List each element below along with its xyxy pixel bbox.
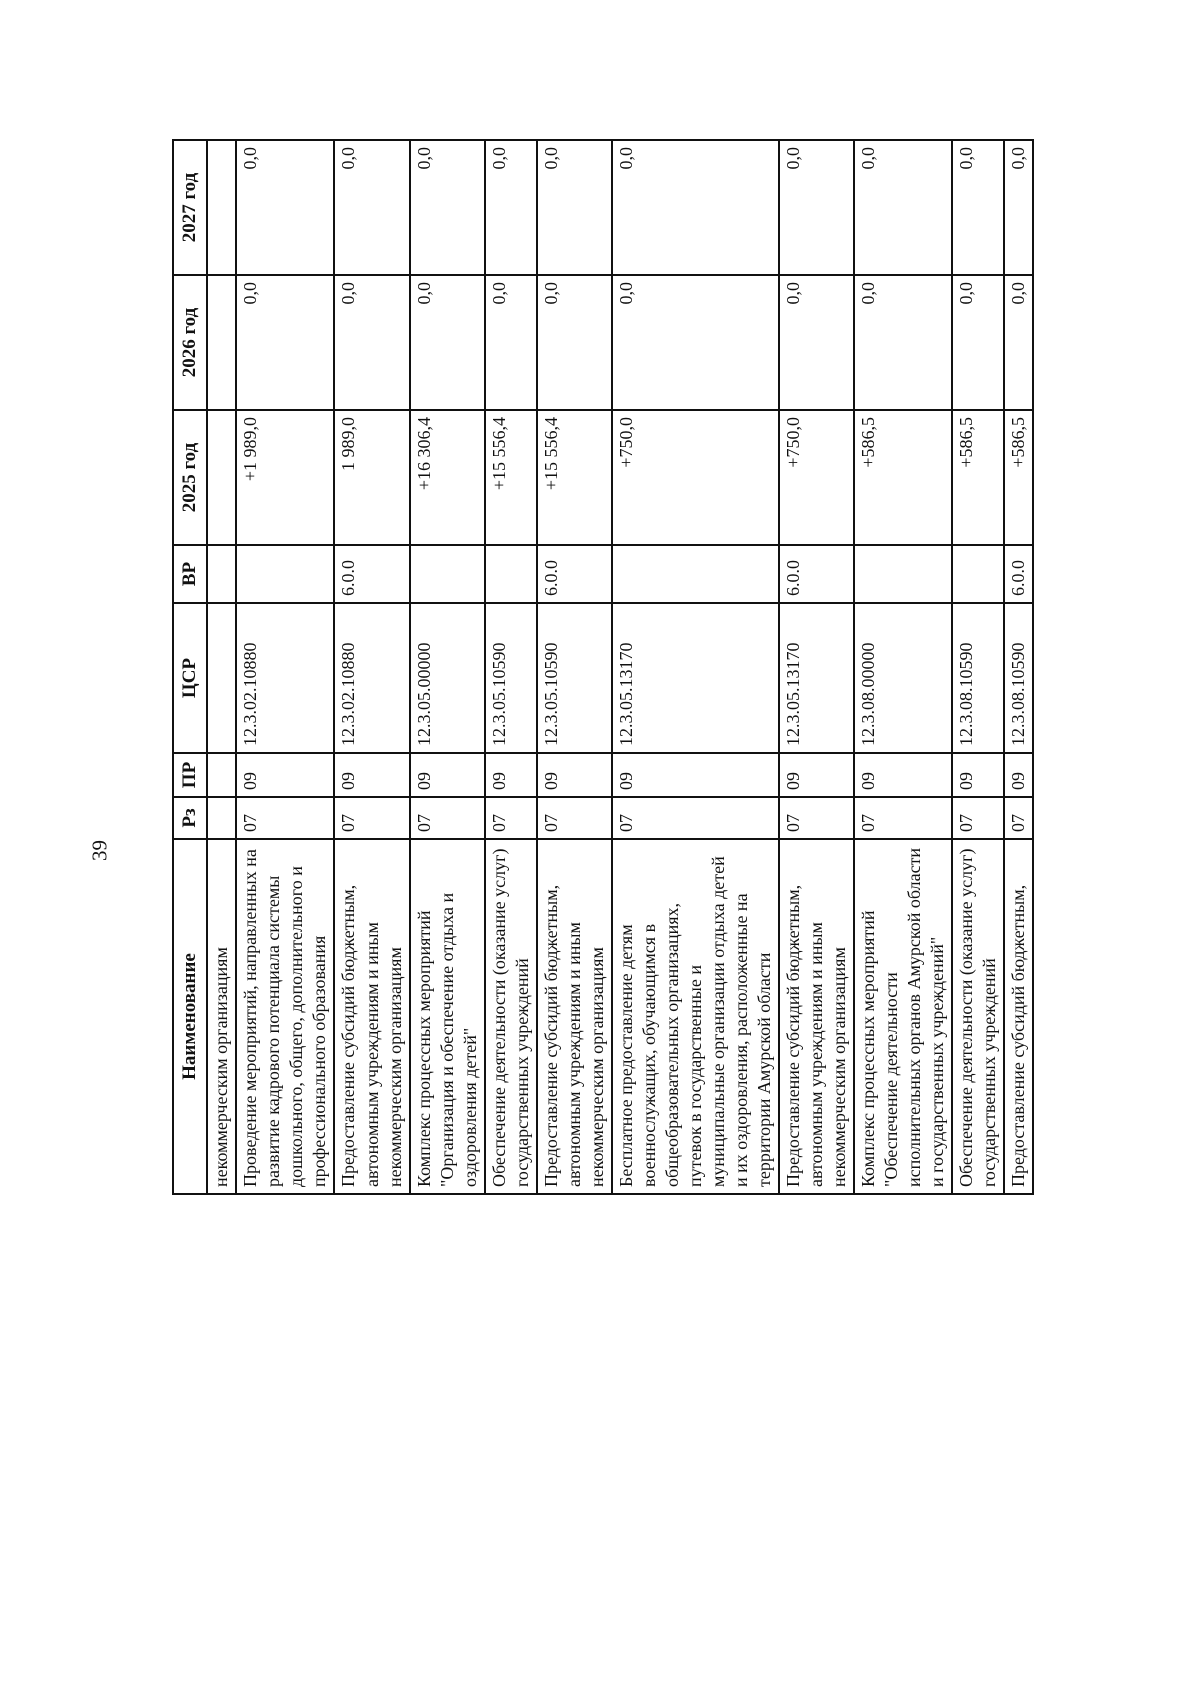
cell-name: некоммерческим организациям bbox=[207, 839, 236, 1194]
cell-2025: +1 989,0 bbox=[236, 410, 334, 545]
cell-name: Проведение мероприятий, направленных на развитие кадрового потенциала системы дошкольного, общего, дополнительного и профессионального образования bbox=[236, 839, 334, 1194]
cell-csr: 12.3.05.00000 bbox=[410, 603, 485, 753]
rotated-table-container bbox=[172, 140, 1102, 1195]
cell-2025: +586,5 bbox=[952, 410, 1004, 545]
header-pr: ПР bbox=[173, 753, 207, 797]
header-rz: Рз bbox=[173, 797, 207, 839]
cell-pr: 09 bbox=[236, 753, 334, 797]
cell-rz: 07 bbox=[334, 797, 409, 839]
cell-pr: 09 bbox=[612, 753, 779, 797]
cell-pr: 09 bbox=[779, 753, 854, 797]
cell-name: Предоставление субсидий бюджетным, автономным учреждениям и иным некоммерческим организациям bbox=[334, 839, 409, 1194]
cell-2026: 0,0 bbox=[854, 275, 952, 410]
table-row bbox=[410, 140, 485, 1194]
cell-2025: +15 556,4 bbox=[537, 410, 612, 545]
cell-rz bbox=[207, 797, 236, 839]
table-row bbox=[952, 140, 1004, 1194]
cell-2026: 0,0 bbox=[1004, 275, 1033, 410]
cell-rz: 07 bbox=[485, 797, 537, 839]
cell-vr bbox=[410, 545, 485, 603]
cell-name: Предоставление субсидий бюджетным, автономным учреждениям и иным некоммерческим организациям bbox=[537, 839, 612, 1194]
cell-rz: 07 bbox=[236, 797, 334, 839]
cell-pr: 09 bbox=[854, 753, 952, 797]
cell-rz: 07 bbox=[1004, 797, 1033, 839]
cell-2025: +750,0 bbox=[779, 410, 854, 545]
cell-2027: 0,0 bbox=[410, 140, 485, 275]
cell-2026: 0,0 bbox=[410, 275, 485, 410]
cell-csr: 12.3.05.10590 bbox=[485, 603, 537, 753]
header-2026: 2026 год bbox=[173, 275, 207, 410]
cell-vr bbox=[236, 545, 334, 603]
cell-csr: 12.3.05.10590 bbox=[537, 603, 612, 753]
cell-2026: 0,0 bbox=[334, 275, 409, 410]
cell-2027: 0,0 bbox=[779, 140, 854, 275]
cell-2027: 0,0 bbox=[485, 140, 537, 275]
cell-2027: 0,0 bbox=[612, 140, 779, 275]
cell-csr: 12.3.08.10590 bbox=[952, 603, 1004, 753]
cell-rz: 07 bbox=[410, 797, 485, 839]
cell-name: Предоставление субсидий бюджетным, автономным учреждениям и иным некоммерческим организациям bbox=[779, 839, 854, 1194]
header-csr: ЦСР bbox=[173, 603, 207, 753]
cell-rz: 07 bbox=[952, 797, 1004, 839]
cell-2025: +16 306,4 bbox=[410, 410, 485, 545]
cell-rz: 07 bbox=[537, 797, 612, 839]
table-row bbox=[207, 140, 236, 1194]
header-name: Наименование bbox=[173, 839, 207, 1194]
table-row bbox=[236, 140, 334, 1194]
cell-vr bbox=[485, 545, 537, 603]
page-number: 39 bbox=[87, 840, 112, 861]
cell-2027: 0,0 bbox=[236, 140, 334, 275]
cell-csr: 12.3.05.13170 bbox=[779, 603, 854, 753]
cell-2027: 0,0 bbox=[537, 140, 612, 275]
table-row bbox=[854, 140, 952, 1194]
cell-2026 bbox=[207, 275, 236, 410]
cell-2025 bbox=[207, 410, 236, 545]
cell-2026: 0,0 bbox=[537, 275, 612, 410]
cell-csr: 12.3.02.10880 bbox=[334, 603, 409, 753]
cell-2026: 0,0 bbox=[485, 275, 537, 410]
cell-vr bbox=[854, 545, 952, 603]
cell-rz: 07 bbox=[854, 797, 952, 839]
cell-2025: +750,0 bbox=[612, 410, 779, 545]
cell-rz: 07 bbox=[779, 797, 854, 839]
cell-name: Предоставление субсидий бюджетным, bbox=[1004, 839, 1033, 1194]
table-row bbox=[779, 140, 854, 1194]
cell-2027: 0,0 bbox=[1004, 140, 1033, 275]
cell-pr bbox=[207, 753, 236, 797]
cell-2027: 0,0 bbox=[334, 140, 409, 275]
cell-csr: 12.3.02.10880 bbox=[236, 603, 334, 753]
cell-pr: 09 bbox=[334, 753, 409, 797]
cell-csr: 12.3.08.10590 bbox=[1004, 603, 1033, 753]
table-row bbox=[334, 140, 409, 1194]
header-row bbox=[173, 140, 207, 1194]
cell-2026: 0,0 bbox=[952, 275, 1004, 410]
table-row bbox=[1004, 140, 1033, 1194]
cell-csr: 12.3.08.00000 bbox=[854, 603, 952, 753]
cell-2026: 0,0 bbox=[612, 275, 779, 410]
cell-2025: +15 556,4 bbox=[485, 410, 537, 545]
cell-csr: 12.3.05.13170 bbox=[612, 603, 779, 753]
cell-pr: 09 bbox=[537, 753, 612, 797]
cell-2027: 0,0 bbox=[854, 140, 952, 275]
cell-vr bbox=[612, 545, 779, 603]
cell-name: Обеспечение деятельности (оказание услуг) государственных учреждений bbox=[485, 839, 537, 1194]
cell-pr: 09 bbox=[952, 753, 1004, 797]
cell-vr: 6.0.0 bbox=[334, 545, 409, 603]
header-2027: 2027 год bbox=[173, 140, 207, 275]
cell-name: Комплекс процессных мероприятий "Организация и обеспечение отдыха и оздоровления детей" bbox=[410, 839, 485, 1194]
table-row bbox=[537, 140, 612, 1194]
cell-2025: +586,5 bbox=[1004, 410, 1033, 545]
cell-2027 bbox=[207, 140, 236, 275]
cell-pr: 09 bbox=[410, 753, 485, 797]
cell-vr: 6.0.0 bbox=[1004, 545, 1033, 603]
cell-pr: 09 bbox=[485, 753, 537, 797]
cell-vr: 6.0.0 bbox=[537, 545, 612, 603]
cell-name: Обеспечение деятельности (оказание услуг) государственных учреждений bbox=[952, 839, 1004, 1194]
cell-csr bbox=[207, 603, 236, 753]
cell-2025: +586,5 bbox=[854, 410, 952, 545]
cell-name: Бесплатное предоставление детям военнослужащих, обучающимся в общеобразовательных организациях, путевок в государственные и муниципальные организации отдыха детей и их оздоровления, расположенные на территории Амурской области bbox=[612, 839, 779, 1194]
header-vr: ВР bbox=[173, 545, 207, 603]
cell-name: Комплекс процессных мероприятий "Обеспечение деятельности исполнительных органов Амурской области и государственных учреждений" bbox=[854, 839, 952, 1194]
cell-vr: 6.0.0 bbox=[779, 545, 854, 603]
cell-vr bbox=[207, 545, 236, 603]
budget-table bbox=[172, 139, 1034, 1195]
cell-2025: 1 989,0 bbox=[334, 410, 409, 545]
cell-rz: 07 bbox=[612, 797, 779, 839]
cell-2027: 0,0 bbox=[952, 140, 1004, 275]
table-row bbox=[485, 140, 537, 1194]
cell-2026: 0,0 bbox=[779, 275, 854, 410]
cell-pr: 09 bbox=[1004, 753, 1033, 797]
header-2025: 2025 год bbox=[173, 410, 207, 545]
table-row bbox=[612, 140, 779, 1194]
cell-vr bbox=[952, 545, 1004, 603]
cell-2026: 0,0 bbox=[236, 275, 334, 410]
